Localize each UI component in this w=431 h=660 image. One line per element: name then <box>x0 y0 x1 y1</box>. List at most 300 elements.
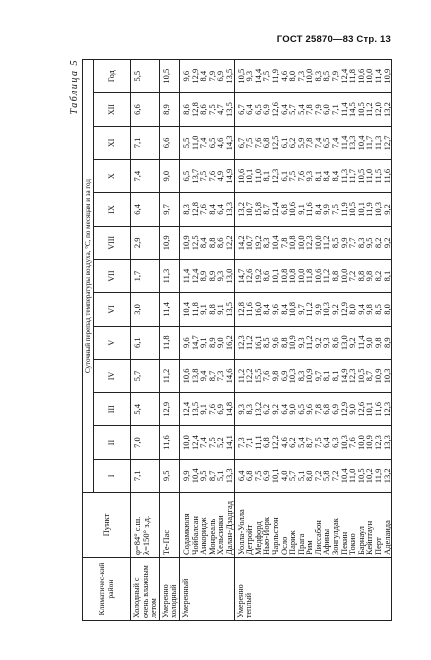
month-header: VIII <box>94 226 131 259</box>
temperature-value: 12,7 <box>381 135 392 151</box>
city-name: Прага <box>295 533 306 555</box>
temperature-value: 10,7 <box>244 202 255 217</box>
temperature-value: 12,3 <box>381 401 392 417</box>
temperature-value: 10,0 <box>295 268 306 284</box>
temperature-value: 8,4 <box>321 170 332 182</box>
temperature-value: 11,9 <box>364 202 375 217</box>
temperature-value: 11,6 <box>160 435 171 450</box>
temperature-value: 14,4 <box>252 68 263 84</box>
value-cell <box>131 160 160 193</box>
temperature-value: 9,7 <box>295 304 306 315</box>
temperature-value: 12,4 <box>338 68 349 84</box>
city-cell <box>159 493 179 558</box>
city-name: Нью-Йорк <box>261 517 272 555</box>
temperature-value: 9,2 <box>381 237 392 249</box>
temperature-value: 9,9 <box>338 237 349 249</box>
temperature-value: 7,5 <box>312 437 323 448</box>
temperature-value: 6,5 <box>321 137 332 149</box>
temperature-value: 16,0 <box>252 301 263 317</box>
temperature-value: 5,1 <box>295 470 306 482</box>
temperature-value: 10,1 <box>269 268 280 284</box>
value-cell <box>234 326 392 359</box>
temperature-value: 6,1 <box>278 170 289 182</box>
temperature-value: 10,5 <box>355 102 366 118</box>
temperature-value: 8,6 <box>215 237 226 249</box>
temperature-value: 5,9 <box>295 137 306 149</box>
temperature-value: 8,9 <box>381 337 392 348</box>
value-cell <box>159 259 179 292</box>
temperature-value: 10,9 <box>287 335 298 351</box>
value-cell <box>159 60 179 93</box>
temperature-value: 12,8 <box>189 202 200 217</box>
temperature-value: 6,4 <box>278 403 289 415</box>
temperature-value: 6,9 <box>215 70 226 82</box>
temperature-value: 6,3 <box>330 437 341 448</box>
temperature-value: 10,8 <box>287 268 298 284</box>
temperature-value: 9,0 <box>347 403 358 415</box>
temperature-value: 8,9 <box>198 270 209 282</box>
temperature-value: 12,9 <box>160 401 171 417</box>
value-cell <box>131 393 160 426</box>
temperature-value: 12,0 <box>373 102 384 118</box>
temperature-value: 10,6 <box>287 202 298 217</box>
temperature-value: 7,6 <box>261 370 272 382</box>
climate-zone-cell: Умеренный <box>179 558 234 621</box>
temperature-value: 6,6 <box>132 104 142 115</box>
temperature-value: 8,5 <box>373 304 384 315</box>
temperature-value: 10,1 <box>244 168 255 184</box>
temperature-value: 6,0 <box>321 104 332 115</box>
temperature-value: 5,1 <box>215 470 226 482</box>
city-name: Чарльстон <box>269 517 280 555</box>
temperature-value: 9,1 <box>198 304 209 315</box>
table-caption: Таблица 5 <box>69 59 80 115</box>
temperature-value: 8,2 <box>373 237 384 249</box>
temperature-value: 5,7 <box>287 470 298 482</box>
temperature-value: 13,7 <box>189 168 200 184</box>
temperature-value: 5,7 <box>287 104 298 115</box>
temperature-value: 11,2 <box>244 335 255 350</box>
temperature-value: 1,7 <box>132 270 142 282</box>
temperature-value: 2,9 <box>132 237 142 249</box>
value-cell <box>234 93 392 126</box>
value-cell <box>159 293 179 326</box>
temperature-value: 11,7 <box>364 135 375 151</box>
temperature-value: 9,3 <box>215 270 226 282</box>
temperature-value: 11,8 <box>347 68 358 84</box>
city-name: Детройт <box>244 524 255 555</box>
temperature-value: 10,4 <box>338 468 349 484</box>
temperature-value: 10,6 <box>312 268 323 284</box>
temperature-value: 11,8 <box>160 335 171 350</box>
temperature-value: 8,3 <box>261 237 272 249</box>
temperature-value: 9,5 <box>198 470 209 482</box>
temperature-value: 9,8 <box>269 370 280 382</box>
temperature-value: 6,2 <box>261 403 272 415</box>
temperature-value: 4,7 <box>215 104 226 115</box>
temperature-value: 19,2 <box>252 268 263 284</box>
temperature-value: 7,3 <box>235 437 246 448</box>
temperature-value: 7,9 <box>206 70 217 82</box>
temperature-value: 7,9 <box>312 104 323 115</box>
temperature-value: 9,2 <box>312 337 323 348</box>
temperature-value: 13,3 <box>381 435 392 450</box>
temperature-value: 13,8 <box>189 368 200 384</box>
value-cell <box>131 293 160 326</box>
temperature-value: 8,8 <box>206 304 217 315</box>
temperature-value: 12,6 <box>244 268 255 284</box>
temperature-value: 12,6 <box>269 102 280 118</box>
value-cell <box>159 126 179 159</box>
temperature-value: 10,9 <box>180 235 191 251</box>
temperature-value: 9,6 <box>180 70 191 82</box>
value-cell <box>159 426 179 459</box>
temperature-value: 7,8 <box>312 403 323 415</box>
temperature-value: 11,2 <box>321 235 332 251</box>
temperature-value: 12,4 <box>189 435 200 450</box>
temperature-value: 7,4 <box>198 437 209 448</box>
temperature-value: 7,6 <box>198 204 209 215</box>
temperature-value: 6,7 <box>235 137 246 149</box>
temperature-value: 9,2 <box>381 204 392 215</box>
temperature-value: 12,8 <box>235 301 246 317</box>
month-header: II <box>94 426 131 459</box>
temperature-value: 8,6 <box>330 337 341 348</box>
temperature-range-table <box>82 59 392 621</box>
value-cell <box>234 459 392 492</box>
temperature-value: 10,1 <box>355 202 366 217</box>
city-name: Аделаида <box>381 520 392 555</box>
temperature-value: 11,6 <box>373 401 384 417</box>
city-name: Париж <box>287 530 298 555</box>
temperature-value: 8,1 <box>321 370 332 382</box>
temperature-value: 8,1 <box>381 270 392 282</box>
temperature-value: 14,5 <box>347 102 358 118</box>
temperature-value: 6,4 <box>235 470 246 482</box>
city-name: Кейптаун <box>364 520 375 555</box>
temperature-value: 14,2 <box>235 235 246 251</box>
temperature-value: 11,8 <box>304 268 315 284</box>
temperature-value: 4,0 <box>278 470 289 482</box>
value-cell <box>234 259 392 292</box>
temperature-value: 12,2 <box>223 235 234 251</box>
temperature-value: 10,0 <box>295 235 306 251</box>
table-body <box>131 60 392 621</box>
temperature-value: 8,0 <box>304 470 315 482</box>
temperature-value: 14,6 <box>223 368 234 384</box>
temperature-value: 11,2 <box>304 302 315 317</box>
temperature-value: 13,5 <box>223 301 234 317</box>
temperature-value: 9,5 <box>364 237 375 249</box>
temperature-value: 8,8 <box>278 337 289 348</box>
temperature-value: 12,6 <box>355 401 366 417</box>
temperature-value: 9,4 <box>198 370 209 382</box>
temperature-value: 10,5 <box>347 202 358 217</box>
temperature-value: 8,4 <box>198 70 209 82</box>
value-cell <box>159 359 179 392</box>
temperature-value: 11,0 <box>189 135 200 151</box>
city-name: Барнаул <box>355 526 366 555</box>
temperature-value: 5,5 <box>180 137 191 149</box>
temperature-value: 6,4 <box>215 204 226 215</box>
temperature-value: 6,9 <box>261 104 272 115</box>
value-cell <box>234 359 392 392</box>
city-name: φ=84° с.ш. <box>132 516 142 555</box>
temperature-value: 10,6 <box>355 68 366 84</box>
temperature-value: 8,9 <box>206 270 217 282</box>
temperature-value: 12,3 <box>304 235 315 251</box>
temperature-value: 11,4 <box>338 135 349 151</box>
temperature-value: 5,4 <box>132 403 142 415</box>
temperature-value: 8,1 <box>312 170 323 182</box>
temperature-value: 8,4 <box>261 304 272 315</box>
value-cell <box>179 126 234 159</box>
value-cell <box>159 393 179 426</box>
temperature-value: 6,5 <box>180 170 191 182</box>
temperature-value: 13,0 <box>338 335 349 351</box>
temperature-value: 10,6 <box>235 168 246 184</box>
value-cell <box>179 459 234 492</box>
temperature-value: 10,9 <box>304 368 315 384</box>
value-cell <box>179 426 234 459</box>
temperature-value: 6,8 <box>261 137 272 149</box>
temperature-value: 8,4 <box>312 204 323 215</box>
temperature-value: 13,3 <box>347 135 358 151</box>
temperature-value: 9,0 <box>287 403 298 415</box>
temperature-value: 12,3 <box>373 435 384 450</box>
temperature-value: 14,9 <box>338 368 349 384</box>
temperature-value: 8,4 <box>330 170 341 182</box>
value-cell <box>234 60 392 93</box>
temperature-value: 8,0 <box>347 304 358 315</box>
value-cell <box>179 160 234 193</box>
temperature-value: 8,0 <box>287 70 298 82</box>
temperature-value: 11,6 <box>304 202 315 217</box>
temperature-value: 7,5 <box>206 104 217 115</box>
temperature-value: 11,2 <box>235 368 246 384</box>
temperature-value: 12,3 <box>235 335 246 351</box>
temperature-value: 9,6 <box>304 403 315 415</box>
temperature-value: 10,5 <box>235 68 246 84</box>
temperature-value: 10,5 <box>355 368 366 384</box>
temperature-value: 11,0 <box>347 468 358 484</box>
city-cell <box>234 493 392 558</box>
temperature-value: 6,2 <box>287 137 298 149</box>
temperature-value: 13,5 <box>189 401 200 417</box>
city-name: Далан-Дзадгад <box>223 500 234 555</box>
value-cell <box>179 293 234 326</box>
city-name: Хельсинки <box>215 515 226 555</box>
temperature-value: 8,3 <box>355 237 366 249</box>
temperature-value: 5,5 <box>132 70 142 82</box>
temperature-value: 6,8 <box>321 403 332 415</box>
temperature-value: 12,9 <box>189 68 200 84</box>
month-header: V <box>94 326 131 359</box>
temperature-value: 13,3 <box>223 468 234 484</box>
temperature-value: 8,4 <box>198 237 209 249</box>
temperature-value: 7,5 <box>252 470 263 482</box>
temperature-value: 9,8 <box>364 304 375 315</box>
city-name: Уолла-Уолла <box>235 509 246 555</box>
temperature-value: 4,6 <box>278 437 289 448</box>
temperature-value: 7,2 <box>312 470 323 482</box>
month-header: X <box>94 160 131 193</box>
value-cell <box>234 293 392 326</box>
city-name: Токио <box>347 533 358 555</box>
value-cell <box>234 226 392 259</box>
temperature-value: 8,3 <box>244 403 255 415</box>
temperature-value: 10,2 <box>364 468 375 484</box>
temperature-value: 7,6 <box>252 137 263 149</box>
temperature-value: 6,8 <box>278 204 289 215</box>
temperature-value: 10,8 <box>287 301 298 317</box>
temperature-value: 12,3 <box>347 368 358 384</box>
temperature-value: 10,9 <box>373 368 384 384</box>
temperature-value: 10,6 <box>180 368 191 384</box>
temperature-value: 14,9 <box>223 168 234 184</box>
temperature-value: 11,2 <box>364 102 375 117</box>
temperature-value: 12,9 <box>338 401 349 417</box>
col-zone-header: Климатичес-кий район <box>83 558 131 621</box>
temperature-value: 8,7 <box>261 204 272 215</box>
value-cell <box>179 326 234 359</box>
temperature-value: 6,4 <box>321 437 332 448</box>
city-name: Анкоридж <box>198 517 209 555</box>
city-name: Зонгулдак <box>330 518 341 555</box>
temperature-value: 9,1 <box>215 304 226 315</box>
temperature-value: 11,3 <box>373 135 384 151</box>
temperature-value: 11,2 <box>160 368 171 384</box>
temperature-value: 9,0 <box>364 337 375 348</box>
month-header: VI <box>94 293 131 326</box>
temperature-value: 7,7 <box>347 237 358 249</box>
temperature-value: 13,2 <box>252 401 263 417</box>
temperature-value: 12,9 <box>338 301 349 317</box>
temperature-value: 6,8 <box>261 437 272 448</box>
temperature-value: 14,7 <box>235 268 246 284</box>
value-cell <box>159 226 179 259</box>
rotated-table-page <box>69 59 392 621</box>
temperature-value: 5,2 <box>215 437 226 448</box>
temperature-value: 9,1 <box>198 403 209 415</box>
temperature-value: 11,4 <box>373 68 384 84</box>
value-cell <box>234 160 392 193</box>
temperature-value: 11,9 <box>373 468 384 484</box>
temperature-value: 19,2 <box>252 235 263 251</box>
temperature-value: 12,4 <box>269 202 280 217</box>
temperature-value: 12,5 <box>269 135 280 151</box>
temperature-value: 5,8 <box>321 470 332 482</box>
temperature-value: 6,4 <box>132 204 142 215</box>
temperature-value: 8,5 <box>330 237 341 249</box>
value-cell <box>234 193 392 226</box>
temperature-value: 8,4 <box>278 304 289 315</box>
temperature-value: 7,5 <box>287 170 298 182</box>
temperature-value: 10,4 <box>189 468 200 484</box>
table-row <box>234 60 392 621</box>
temperature-value: 9,9 <box>312 304 323 315</box>
temperature-value: 11,3 <box>160 268 171 284</box>
temperature-value: 9,2 <box>269 403 280 415</box>
temperature-value: 8,9 <box>206 337 217 348</box>
temperature-value: 12,2 <box>269 435 280 450</box>
value-cell <box>179 259 234 292</box>
temperature-value: 8,9 <box>160 104 171 115</box>
temperature-value: 8,6 <box>198 104 209 115</box>
city-cell <box>131 493 160 558</box>
temperature-value: 11,8 <box>189 302 200 317</box>
temperature-value: 14,8 <box>223 401 234 417</box>
temperature-value: 8,7 <box>304 437 315 448</box>
temperature-value: 12,4 <box>189 268 200 284</box>
temperature-value: 4,6 <box>278 70 289 82</box>
temperature-value: 12,2 <box>244 368 255 384</box>
temperature-value: 8,8 <box>355 270 366 282</box>
temperature-value: 11,0 <box>364 168 375 184</box>
temperature-value: 10,4 <box>180 301 191 317</box>
value-cell <box>179 226 234 259</box>
temperature-value: 6,2 <box>287 437 298 448</box>
temperature-value: 5,4 <box>295 104 306 115</box>
value-cell <box>131 193 160 226</box>
temperature-value: 7,8 <box>278 237 289 249</box>
temperature-value: 8,8 <box>330 270 341 282</box>
value-cell <box>131 326 160 359</box>
temperature-value: 10,8 <box>278 268 289 284</box>
temperature-value: 6,5 <box>252 104 263 115</box>
temperature-value: 11,7 <box>347 168 358 184</box>
temperature-value: 7,6 <box>295 170 306 182</box>
temperature-value: 6,6 <box>160 137 171 149</box>
temperature-value: 6,1 <box>278 137 289 149</box>
city-name: Лиссабон <box>312 520 323 555</box>
value-cell <box>234 426 392 459</box>
temperature-value: 10,0 <box>364 68 375 84</box>
value-cell <box>131 93 160 126</box>
value-cell <box>179 193 234 226</box>
city-name: Рим <box>304 540 315 555</box>
temperature-value: 6,5 <box>206 137 217 149</box>
temperature-value: 6,4 <box>278 104 289 115</box>
temperature-value: 7,5 <box>244 137 255 149</box>
month-header: XI <box>94 126 131 159</box>
temperature-value: 8,3 <box>295 370 306 382</box>
temperature-value: 9,3 <box>244 70 255 82</box>
temperature-value: 8,0 <box>381 304 392 315</box>
value-cell <box>131 359 160 392</box>
page-header: ГОСТ 25870—83 Стр. 13 <box>276 34 391 45</box>
temperature-value: 6,9 <box>330 403 341 415</box>
city-cell <box>179 493 234 558</box>
temperature-value: 6,8 <box>244 470 255 482</box>
value-cell <box>179 359 234 392</box>
temperature-value: 5,4 <box>295 437 306 448</box>
city-name: λ=150° з.д. <box>140 515 151 555</box>
table-row <box>179 60 234 621</box>
temperature-value: 11,4 <box>160 302 171 317</box>
temperature-value: 10,1 <box>269 468 280 484</box>
city-name: Осло <box>278 536 289 555</box>
temperature-value: 7,1 <box>132 470 142 482</box>
month-header: I <box>94 459 131 492</box>
month-header: Год <box>94 60 131 93</box>
temperature-value: 11,9 <box>269 68 280 84</box>
temperature-value: 9,2 <box>330 304 341 315</box>
temperature-value: 7,0 <box>132 437 142 448</box>
temperature-value: 14,1 <box>223 435 234 450</box>
temperature-value: 9,8 <box>373 337 384 348</box>
temperature-value: 7,3 <box>215 370 226 382</box>
